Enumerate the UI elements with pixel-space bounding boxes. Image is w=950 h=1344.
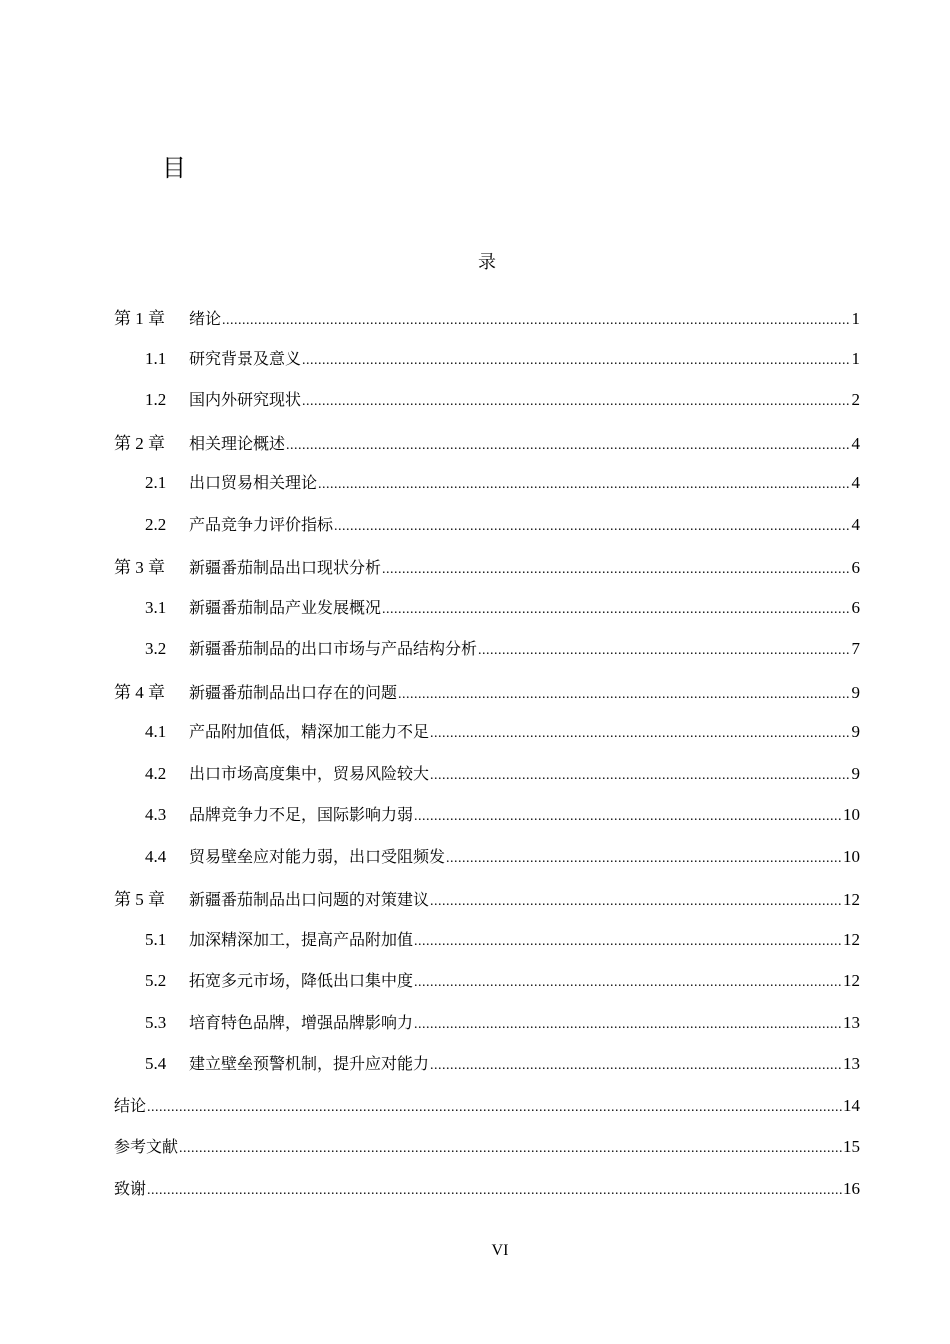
toc-dot-leader [382,602,850,618]
toc-entry-title: 新疆番茄制品出口存在的问题 [189,682,398,702]
toc-entry-title: 培育特色品牌，增强品牌影响力 [189,1012,414,1032]
toc-entry-number: 5.1 [145,929,167,949]
toc-entry-number: 5.4 [145,1054,167,1073]
toc-dot-leader [147,1183,842,1199]
toc-entry-number: 第 4 章 [114,682,165,702]
toc-title-char-1: 目 [162,154,186,182]
toc-entry-page: 1 [851,309,860,328]
toc-entry-number: 第 3 章 [114,558,165,577]
toc-entry-page: 7 [851,639,860,658]
toc-entry-number: 4.4 [145,846,167,866]
toc-entry-number: 第 5 章 [114,890,165,909]
toc-entry[interactable] [114,844,860,886]
toc-dot-leader [414,1017,842,1033]
toc-entry-page: 10 [843,846,860,866]
toc-entry-title: 贸易壁垒应对能力弱，出口受阻频发 [189,846,446,866]
toc-entry[interactable] [114,470,860,512]
toc-entry-page: 4 [851,473,860,492]
toc-dot-leader [302,394,850,410]
toc-entry[interactable] [114,802,860,844]
toc-dot-leader [414,809,842,825]
toc-entry-number: 第 1 章 [114,309,165,328]
toc-entry-page: 6 [851,597,860,617]
toc-entry-page: 4 [851,433,860,453]
toc-entry-title: 研究背景及意义 [189,348,302,368]
toc-dot-leader [430,726,850,742]
toc-entry-title: 新疆番茄制品产业发展概况 [189,597,382,617]
toc-dot-leader [382,562,850,578]
toc-entry-title: 品牌竞争力不足，国际影响力弱 [189,805,414,824]
toc-entry-page: 15 [843,1137,860,1156]
toc-dot-leader [179,1141,842,1157]
toc-entry[interactable] [114,387,860,429]
toc-entry-number: 1.1 [145,348,167,368]
toc-entry-number: 第 2 章 [114,433,165,453]
toc-dot-leader [398,687,850,703]
page-number-footer: VI [491,1242,509,1259]
toc-entry-title: 新疆番茄制品的出口市场与产品结构分析 [189,639,478,658]
toc-dot-leader [430,768,850,784]
toc-entry-title: 产品附加值低，精深加工能力不足 [189,722,430,741]
toc-title-char-2: 录 [478,252,496,272]
toc-entry[interactable] [114,927,860,969]
toc-entry[interactable] [114,553,860,595]
toc-entry-title: 加深精深加工，提高产品附加值 [189,929,414,949]
toc-entry-page: 13 [843,1012,860,1032]
toc-entry-number: 4.3 [145,805,167,824]
toc-entry[interactable] [114,429,860,471]
table-of-contents [114,304,860,1217]
toc-entry[interactable] [114,761,860,803]
toc-dot-leader [334,519,850,535]
toc-dot-leader [414,934,842,950]
toc-entry-number: 5.3 [145,1012,167,1032]
toc-entry-number: 2.1 [145,473,167,492]
toc-entry-title: 新疆番茄制品出口现状分析 [189,558,382,577]
toc-entry-title: 拓宽多元市场，降低出口集中度 [189,971,414,990]
toc-entry-title: 产品竞争力评价指标 [189,514,334,534]
toc-entry-number: 1.2 [145,390,167,409]
toc-entry-page: 6 [851,558,860,577]
toc-dot-leader [318,477,850,493]
toc-entry-title: 建立壁垒预警机制，提升应对能力 [189,1054,430,1073]
toc-entry-number: 5.2 [145,971,167,990]
toc-entry-page: 4 [851,514,860,534]
toc-entry-page: 10 [843,805,860,824]
toc-entry[interactable] [114,1010,860,1052]
toc-entry-page: 13 [843,1054,860,1073]
toc-entry[interactable] [114,968,860,1010]
toc-entry[interactable] [114,512,860,554]
toc-entry-page: 12 [843,890,860,909]
toc-entry-page: 9 [851,682,860,702]
toc-dot-leader [222,313,850,329]
toc-entry-page: 12 [843,971,860,990]
toc-entry-page: 16 [843,1178,860,1198]
toc-entry-title: 出口市场高度集中，贸易风险较大 [189,763,430,783]
toc-entry-title: 国内外研究现状 [189,390,302,409]
toc-entry[interactable] [114,1093,860,1135]
toc-entry-page: 2 [851,390,860,409]
toc-dot-leader [302,353,850,369]
toc-entry[interactable] [114,885,860,927]
toc-entry[interactable] [114,1176,860,1218]
toc-entry[interactable] [114,678,860,720]
toc-entry-number: 4.2 [145,763,167,783]
toc-dot-leader [414,975,842,991]
toc-entry[interactable] [114,595,860,637]
toc-dot-leader [430,1058,842,1074]
toc-dot-leader [147,1100,842,1116]
toc-entry-page: 9 [851,763,860,783]
toc-dot-leader [430,894,842,910]
toc-entry-page: 12 [843,929,860,949]
toc-entry[interactable] [114,1134,860,1176]
toc-entry-number: 3.2 [145,639,167,658]
toc-entry-title: 致谢 [114,1178,147,1198]
toc-dot-leader [446,851,842,867]
toc-dot-leader [286,438,850,454]
toc-entry-title: 新疆番茄制品出口问题的对策建议 [189,890,430,909]
toc-entry[interactable] [114,636,860,678]
toc-entry[interactable] [114,304,860,346]
toc-entry-title: 相关理论概述 [189,433,286,453]
toc-entry-title: 出口贸易相关理论 [189,473,318,492]
toc-entry-page: 1 [851,348,860,368]
toc-entry-number: 2.2 [145,514,167,534]
toc-entry[interactable] [114,346,860,388]
toc-dot-leader [478,643,850,659]
toc-entry-number: 4.1 [145,722,167,741]
toc-entry-title: 结论 [114,1095,147,1115]
toc-entry[interactable] [114,1051,860,1093]
toc-entry-title: 参考文献 [114,1137,179,1156]
toc-entry-title: 绪论 [189,309,222,328]
toc-entry-page: 14 [843,1095,860,1115]
toc-entry-number: 3.1 [145,597,167,617]
toc-entry[interactable] [114,719,860,761]
toc-entry-page: 9 [851,722,860,741]
